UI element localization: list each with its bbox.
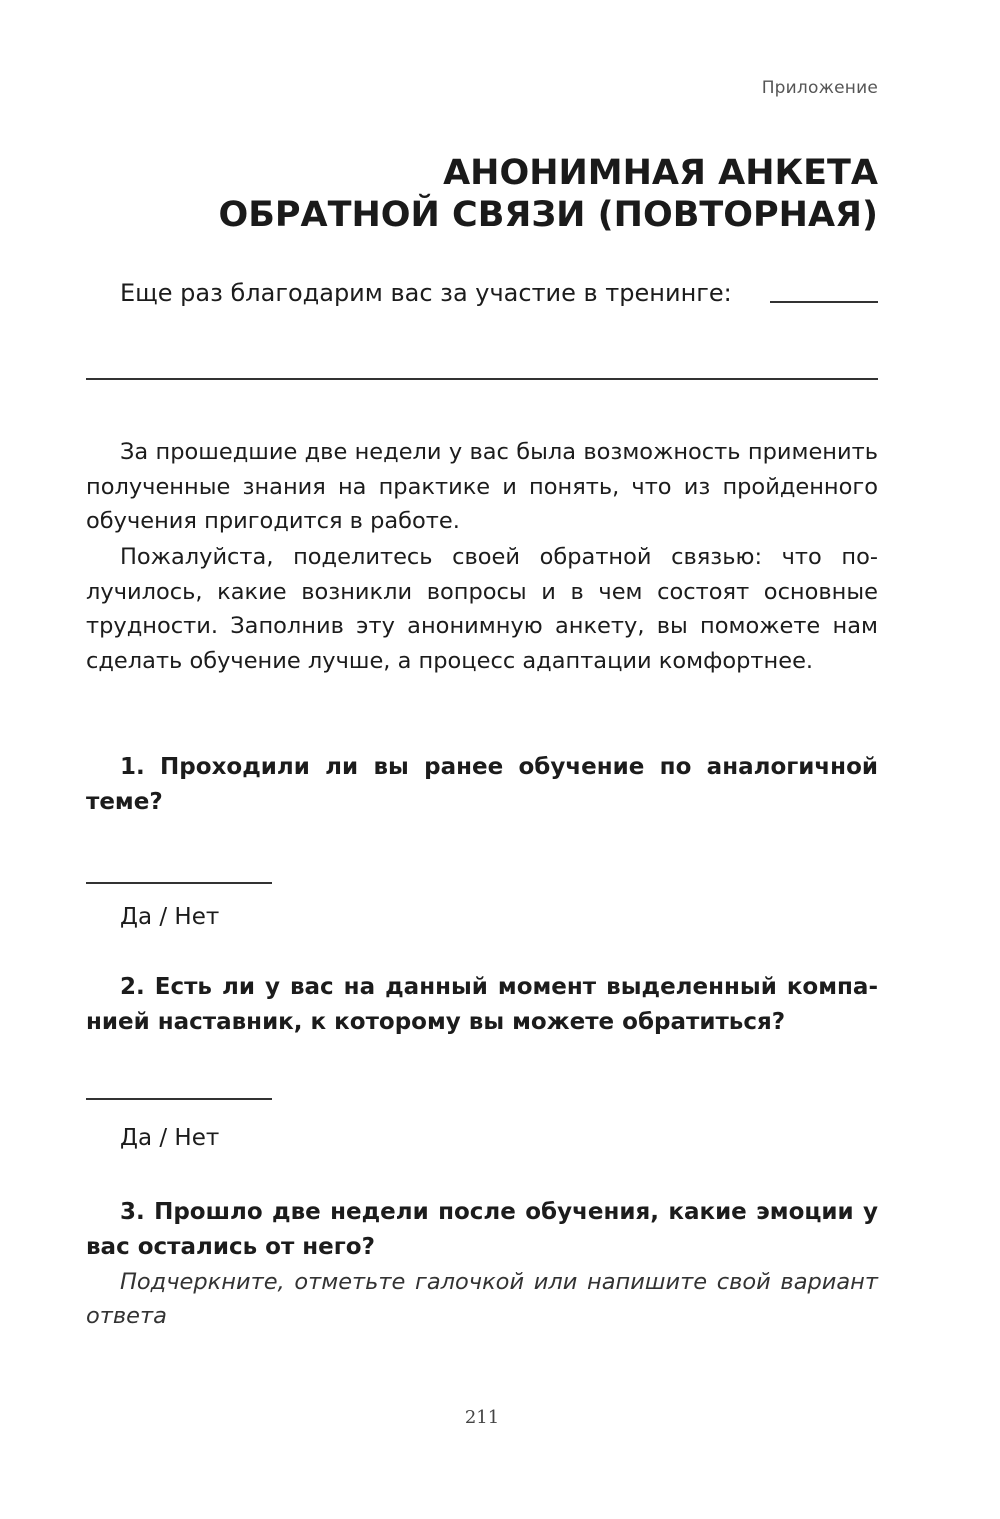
running-header: Приложение xyxy=(761,78,878,98)
question-2-options: Да / Нет xyxy=(120,1125,220,1151)
title-line-2: ОБРАТНОЙ СВЯЗИ (ПОВТОРНАЯ) xyxy=(218,195,878,235)
thanks-text: Еще раз благодарим вас за участие в тренинге: xyxy=(120,279,732,307)
full-width-fill-in-line[interactable] xyxy=(86,378,878,380)
question-3: 3. Прошло две недели после обучения, какие эмоции у вас остались от него? xyxy=(86,1199,878,1260)
intro-paragraph-2: Пожалуйста, поделитесь своей обратной связью: что получилось, какие возникли вопросы и в чем состоят основные трудности. Заполнив эту анонимную анкету, вы поможете нам сделать обучение лучше, а процесс адаптации комфортнее. xyxy=(86,544,878,674)
question-1-options: Да / Нет xyxy=(120,904,220,930)
question-1-answer-line[interactable] xyxy=(86,882,272,884)
page-title xyxy=(78,152,878,236)
question-2-answer-line[interactable] xyxy=(86,1098,272,1100)
question-1: 1. Проходили ли вы ранее обучение по аналогичной теме? xyxy=(86,754,878,815)
intro-paragraph-1: За прошедшие две недели у вас была возможность применить полученные знания на практике и понять, что из пройденного обучения пригодится в работе. xyxy=(86,439,878,534)
page-number: 211 xyxy=(464,1407,500,1428)
title-line-1: АНОНИМНАЯ АНКЕТА xyxy=(443,153,878,193)
question-2: 2. Есть ли у вас на данный момент выделенный компанией наставник, к которому вы можете обратиться? xyxy=(86,974,878,1035)
question-3-instruction: Подчеркните, отметьте галочкой или напишите свой вариант ответа xyxy=(86,1269,878,1329)
thanks-fill-in-blank[interactable] xyxy=(770,301,878,303)
